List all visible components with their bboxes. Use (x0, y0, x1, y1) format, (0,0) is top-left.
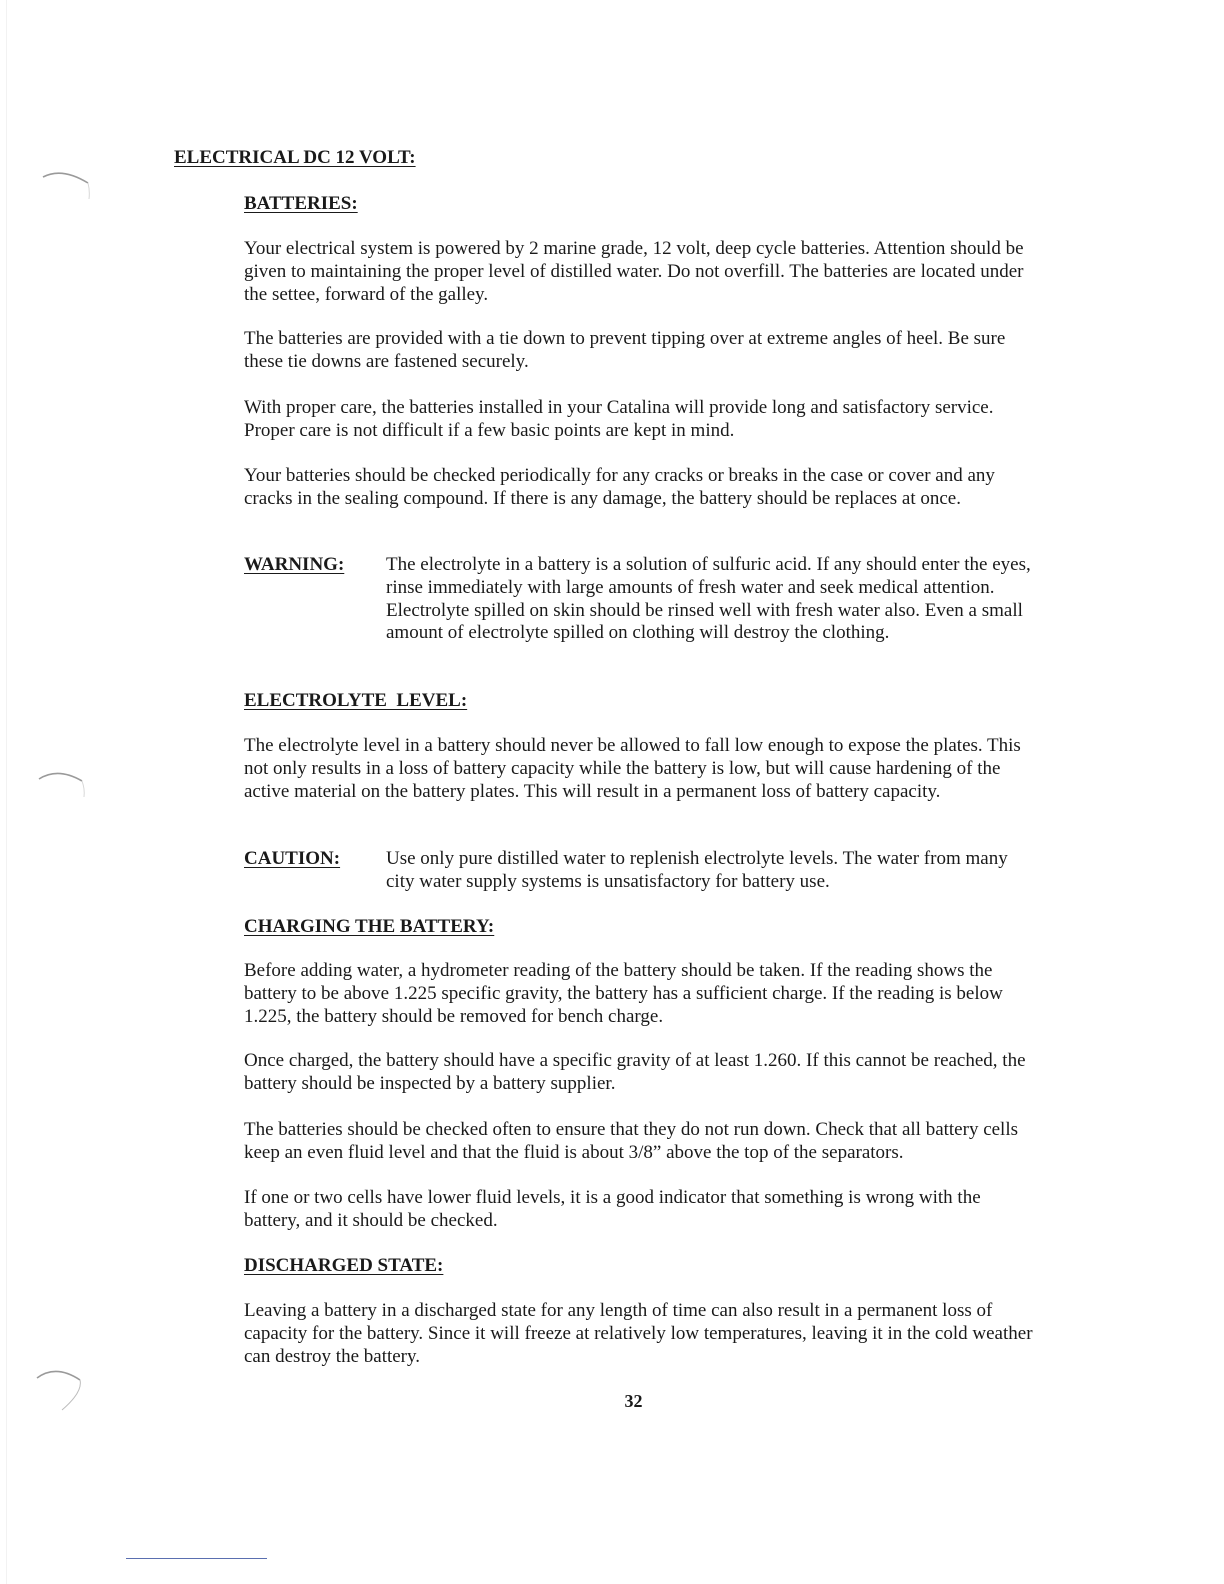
paragraph: Before adding water, a hydrometer reading of the battery should be taken. If the reading shows the battery to be above 1.225 specific gravity, the battery has a sufficient charge. If the reading is below 1.225, the battery should be removed for bench charge. (244, 960, 1003, 1027)
document-title: ELECTRICAL DC 12 VOLT: (174, 147, 416, 168)
paragraph: Your electrical system is powered by 2 marine grade, 12 volt, deep cycle batteries. Attention should be given to maintaining the proper level of distilled water. Do not overfill. The batteries are located under the settee, forward of the galley. (244, 238, 1024, 305)
paragraph: Leaving a battery in a discharged state for any length of time can also result in a permanent loss of capacity for the battery. Since it will freeze at relatively low temperatures, leaving it in the cold weather can destroy the battery. (244, 1300, 1033, 1367)
scan-edge-line (6, 0, 7, 1584)
paragraph: With proper care, the batteries installed in your Catalina will provide long and satisfactory service. Proper care is not difficult if a few basic points are kept in mind. (244, 397, 994, 441)
paragraph: Your batteries should be checked periodically for any cracks or breaks in the case or cover and any cracks in the sealing compound. If there is any damage, the battery should be replaces at once. (244, 465, 995, 509)
caution-text: Use only pure distilled water to replenish electrolyte levels. The water from many city water supply systems is unsatisfactory for battery use. (386, 848, 1008, 892)
paragraph: If one or two cells have lower fluid levels, it is a good indicator that something is wrong with the battery, and it should be checked. (244, 1187, 981, 1231)
paragraph: The batteries should be checked often to ensure that they do not run down. Check that all battery cells keep an even fluid level and that the fluid is about 3/8” above the top of the separators. (244, 1119, 1019, 1163)
paragraph: The batteries are provided with a tie down to prevent tipping over at extreme angles of heel. Be sure these tie downs are fastened securely. (244, 328, 1006, 372)
section-heading-charging: CHARGING THE BATTERY: (244, 916, 495, 937)
punch-hole-mark-top (40, 165, 90, 205)
bottom-edge-line (126, 1558, 267, 1559)
paragraph: The electrolyte level in a battery should never be allowed to fall low enough to expose the plates. This not only results in a loss of battery capacity while the battery is low, but will cause hardening of the active material on the battery plates. This will result in a permanent loss of battery capacity. (244, 735, 1021, 802)
section-heading-batteries: BATTERIES: (244, 193, 358, 214)
warning-text: The electrolyte in a battery is a solution of sulfuric acid. If any should enter the eyes, rinse immediately with large amounts of fresh water and seek medical attention. Electrolyte spilled on skin should be rinsed well with fresh water also. Even a small amount of electrolyte spilled on clothing will destroy the clothing. (386, 554, 1031, 644)
paragraph: Once charged, the battery should have a specific gravity of at least 1.260. If this cannot be reached, the battery should be inspected by a battery supplier. (244, 1050, 1026, 1094)
caution-label: CAUTION: (244, 848, 341, 869)
section-heading-electrolyte-level: ELECTROLYTE LEVEL: (244, 690, 468, 711)
section-heading-discharged-state: DISCHARGED STATE: (244, 1255, 444, 1276)
warning-label: WARNING: (244, 554, 345, 575)
punch-hole-mark-middle (36, 765, 86, 805)
page-number: 32 (624, 1391, 643, 1411)
